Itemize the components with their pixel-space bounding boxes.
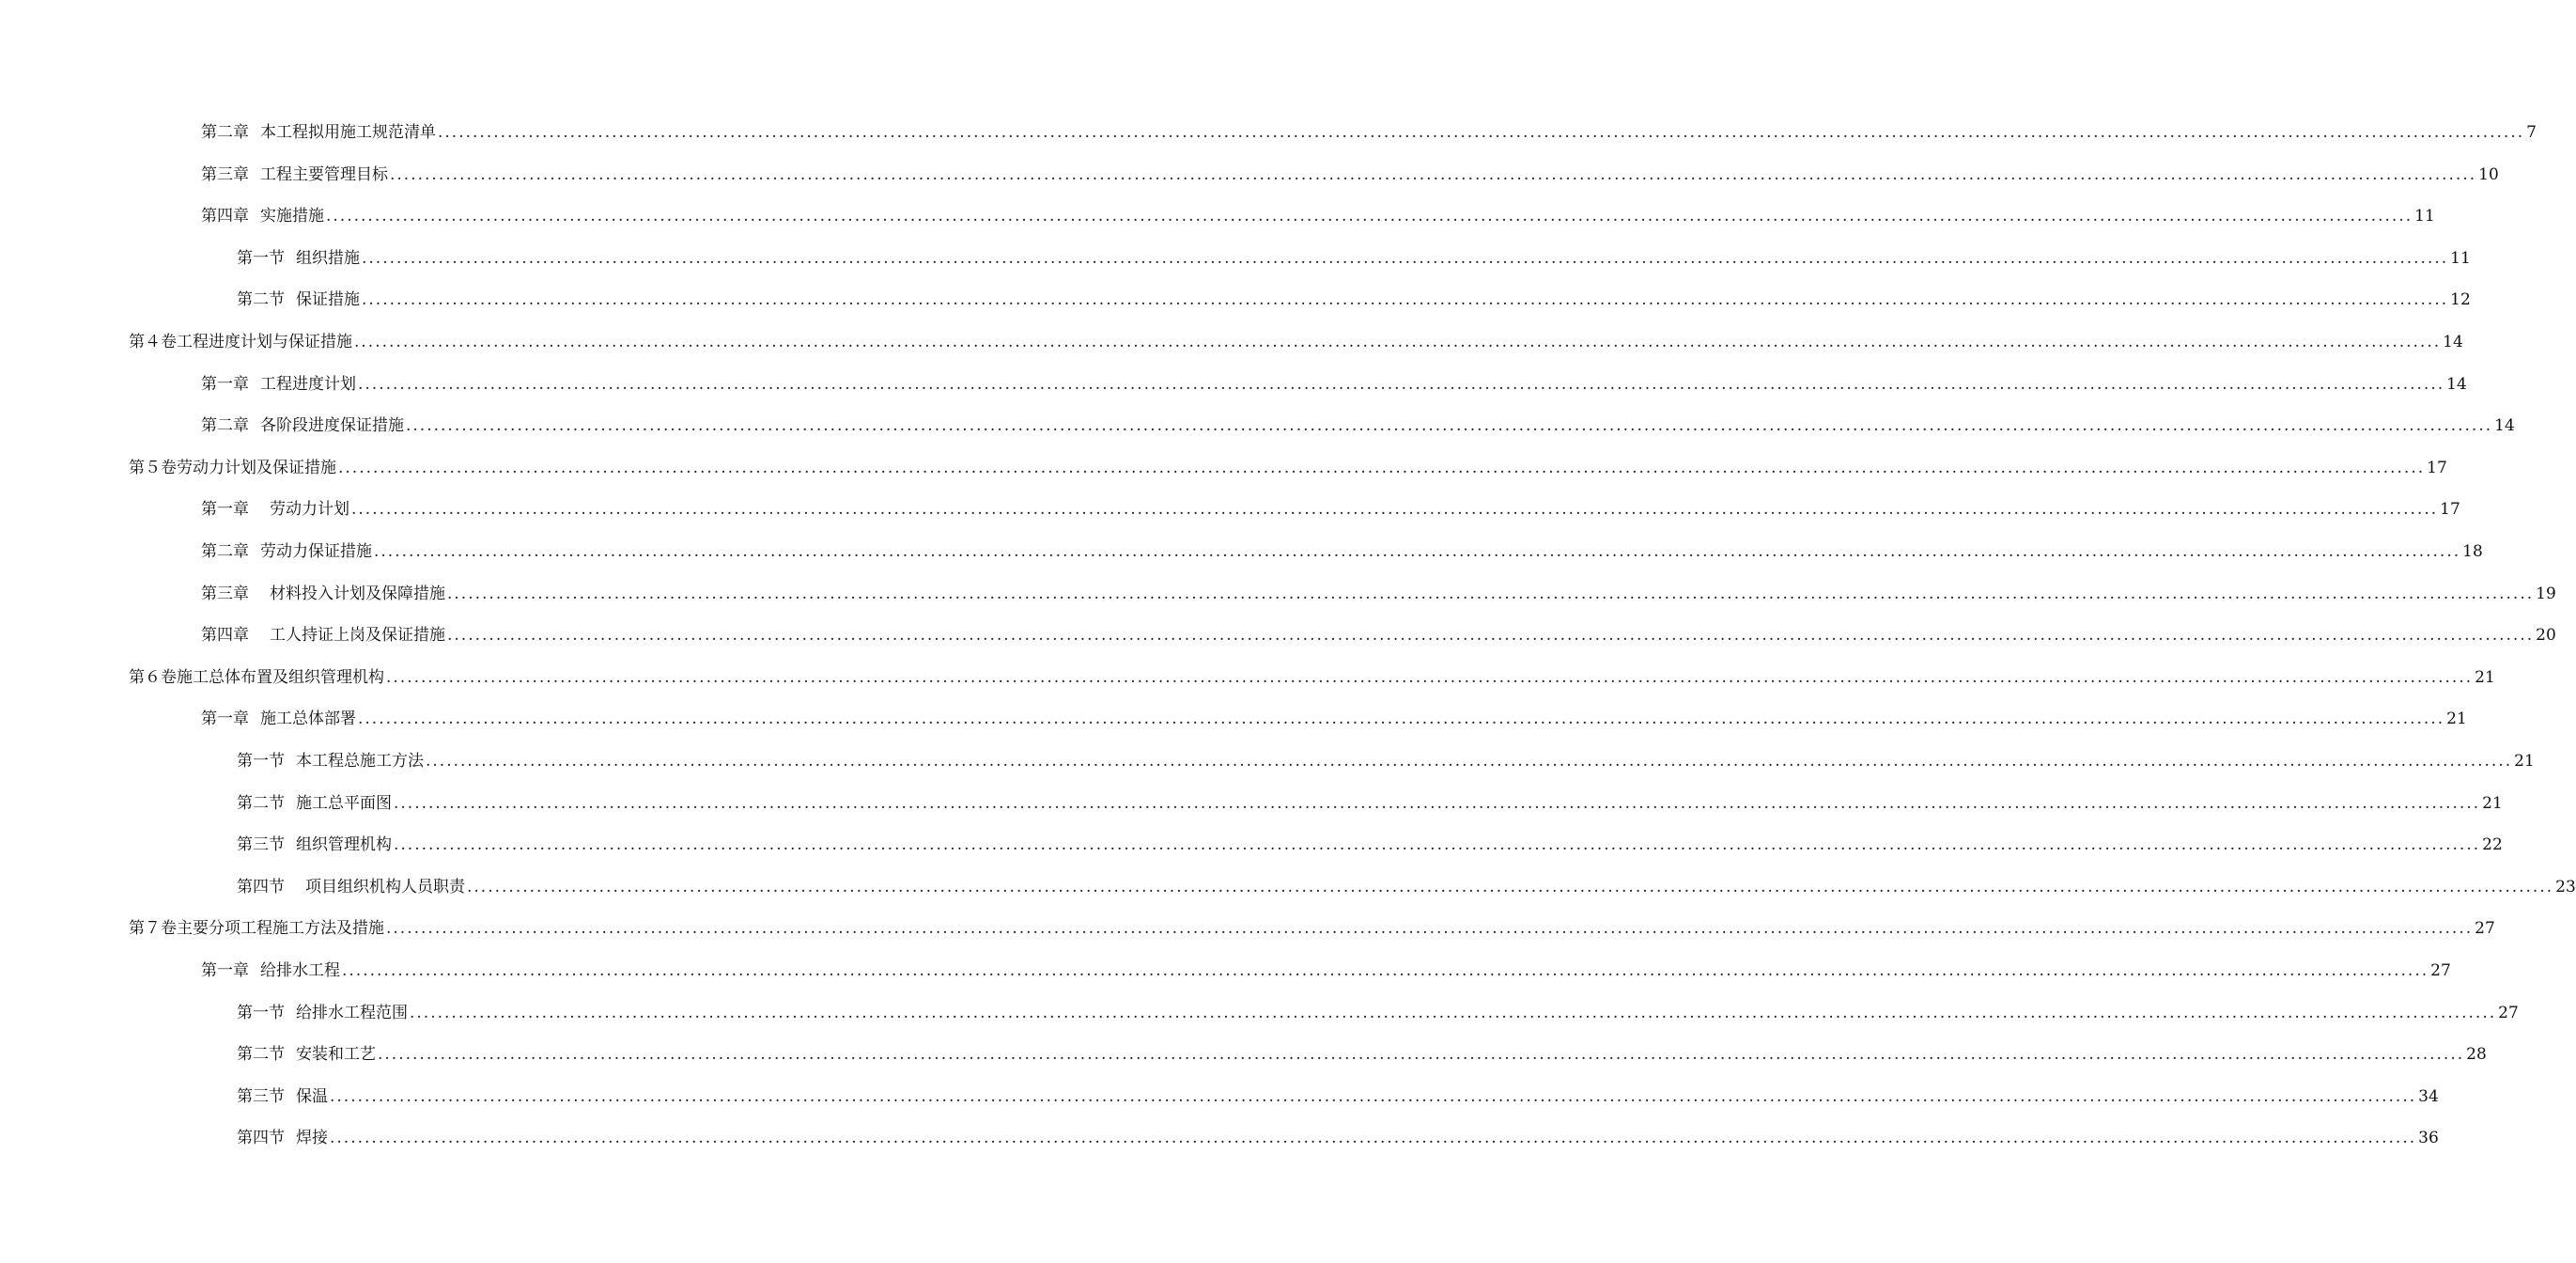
toc-dot-leader: ............................................................................................................................................................................................................................................................................................................ [330, 1087, 2417, 1106]
toc-entry[interactable] [201, 498, 2460, 521]
toc-entry[interactable] [237, 1085, 2439, 1108]
toc-entry-label: 第三章 [201, 165, 249, 184]
toc-entry-label: 第一章 [201, 961, 249, 980]
toc-entry-label: 第二章 [201, 123, 249, 142]
toc-entry-label: 第二章 [201, 542, 249, 561]
toc-page-number: 11 [2414, 207, 2435, 226]
toc-page-number: 21 [2446, 709, 2467, 728]
toc-page-number: 27 [2430, 961, 2451, 980]
toc-dot-leader: ............................................................................................................................................................................................................................................................................................................ [447, 585, 2535, 603]
toc-entry-title: 工程主要管理目标 [260, 165, 388, 184]
toc-entry-title: 劳动力保证措施 [260, 542, 372, 561]
toc-entry-title: 材料投入计划及保障措施 [270, 585, 445, 603]
toc-dot-leader: ............................................................................................................................................................................................................................................................................................................ [447, 626, 2535, 645]
toc-entry-label: 第四节 [237, 878, 285, 897]
toc-entry-label: 第一节 [237, 752, 285, 771]
toc-page-number: 14 [2443, 333, 2463, 351]
toc-entry-title: 项目组织机构人员职责 [305, 878, 465, 897]
toc-entry[interactable] [237, 1002, 2519, 1024]
toc-entry-title: 各阶段进度保证措施 [260, 416, 404, 435]
toc-entry-title: 本工程拟用施工规范清单 [260, 123, 436, 142]
toc-entry-label: 第一节 [237, 249, 285, 268]
toc-volume-label: 第６卷 [129, 668, 177, 687]
toc-entry[interactable] [237, 1043, 2487, 1066]
toc-entry[interactable] [237, 1127, 2439, 1149]
toc-page-number: 23 [2555, 878, 2576, 897]
toc-entry-title: 施工总平面图 [296, 794, 392, 813]
toc-entry-label: 第二节 [237, 290, 285, 309]
toc-entry[interactable] [201, 373, 2467, 396]
toc-dot-leader: ............................................................................................................................................................................................................................................................................................................ [390, 165, 2477, 184]
toc-dot-leader: ............................................................................................................................................................................................................................................................................................................ [362, 249, 2449, 268]
toc-entry-title: 保温 [296, 1087, 328, 1106]
toc-entry-title: 本工程总施工方法 [296, 752, 424, 771]
toc-page-number: 21 [2482, 794, 2503, 813]
toc-entry[interactable] [201, 583, 2556, 605]
toc-dot-leader: ............................................................................................................................................................................................................................................................................................................ [358, 709, 2445, 728]
toc-page-number: 14 [2446, 375, 2467, 394]
toc-entry[interactable] [237, 288, 2471, 311]
toc-page-number: 21 [2514, 752, 2535, 771]
toc-entry-label: 第二节 [237, 794, 285, 813]
toc-entry-title: 焊接 [296, 1129, 328, 1147]
toc-page-number: 7 [2526, 123, 2537, 142]
toc-dot-leader: ............................................................................................................................................................................................................................................................................................................ [362, 290, 2449, 309]
toc-entry-label: 第一节 [237, 1004, 285, 1022]
toc-page-number: 12 [2450, 290, 2471, 309]
toc-entry[interactable] [129, 917, 2495, 940]
toc-dot-leader: ............................................................................................................................................................................................................................................................................................................ [406, 416, 2493, 435]
toc-entry[interactable] [201, 121, 2537, 144]
toc-entry-title: 保证措施 [296, 290, 360, 309]
toc-page-number: 27 [2475, 919, 2495, 938]
toc-page-number: 20 [2536, 626, 2556, 645]
toc-dot-leader: ............................................................................................................................................................................................................................................................................................................ [354, 333, 2442, 351]
toc-entry-label: 第三节 [237, 1087, 285, 1106]
toc-entry[interactable] [237, 834, 2503, 856]
toc-entry[interactable] [201, 708, 2467, 730]
toc-entry[interactable] [129, 331, 2463, 353]
toc-page-number: 34 [2418, 1087, 2439, 1106]
toc-entry-title: 施工总体布置及组织管理机构 [177, 668, 384, 687]
toc-entry[interactable] [237, 750, 2535, 772]
toc-volume-label: 第４卷 [129, 333, 177, 351]
toc-entry-title: 工人持证上岗及保证措施 [270, 626, 445, 645]
toc-page-number: 22 [2482, 835, 2503, 854]
toc-dot-leader: ............................................................................................................................................................................................................................................................................................................ [342, 961, 2429, 980]
toc-entry-label: 第四节 [237, 1129, 285, 1147]
toc-entry[interactable] [201, 414, 2515, 437]
toc-entry[interactable] [129, 666, 2495, 689]
toc-entry-title: 给排水工程范围 [296, 1004, 408, 1022]
toc-entry-title: 组织管理机构 [296, 835, 392, 854]
toc-entry-title: 主要分项工程施工方法及措施 [177, 919, 384, 938]
toc-page-number: 11 [2450, 249, 2471, 268]
toc-dot-leader: ............................................................................................................................................................................................................................................................................................................ [426, 752, 2513, 771]
toc-entry-label: 第二章 [201, 416, 249, 435]
toc-entry-label: 第一章 [201, 500, 249, 519]
toc-dot-leader: ............................................................................................................................................................................................................................................................................................................ [358, 375, 2445, 394]
toc-dot-leader: ............................................................................................................................................................................................................................................................................................................ [338, 459, 2426, 477]
toc-dot-leader: ............................................................................................................................................................................................................................................................................................................ [330, 1129, 2417, 1147]
toc-entry-label: 第一章 [201, 375, 249, 394]
toc-entry[interactable] [237, 792, 2503, 815]
toc-page-number: 17 [2427, 459, 2447, 477]
toc-entry[interactable] [201, 164, 2499, 186]
toc-entry[interactable] [237, 247, 2471, 270]
toc-entry-label: 第二节 [237, 1045, 285, 1064]
toc-page-number: 17 [2440, 500, 2460, 519]
toc-page-number: 14 [2494, 416, 2515, 435]
toc-entry[interactable] [201, 540, 2483, 563]
toc-entry[interactable] [237, 876, 2576, 898]
toc-dot-leader: ............................................................................................................................................................................................................................................................................................................ [374, 542, 2461, 561]
toc-page-number: 10 [2478, 165, 2499, 184]
toc-page-number: 27 [2498, 1004, 2519, 1022]
toc-entry-title: 给排水工程 [260, 961, 340, 980]
toc-dot-leader: ............................................................................................................................................................................................................................................................................................................ [410, 1004, 2497, 1022]
toc-dot-leader: ............................................................................................................................................................................................................................................................................................................ [394, 835, 2481, 854]
toc-page-number: 18 [2462, 542, 2483, 561]
toc-dot-leader: ............................................................................................................................................................................................................................................................................................................ [326, 207, 2413, 226]
toc-entry-title: 劳动力计划及保证措施 [177, 459, 336, 477]
toc-page-number: 36 [2418, 1129, 2439, 1147]
toc-dot-leader: ............................................................................................................................................................................................................................................................................................................ [438, 123, 2525, 142]
toc-entry-label: 第四章 [201, 626, 249, 645]
toc-entry-label: 第四章 [201, 207, 249, 226]
toc-entry-title: 安装和工艺 [296, 1045, 376, 1064]
toc-dot-leader: ............................................................................................................................................................................................................................................................................................................ [386, 919, 2474, 938]
toc-entry[interactable] [201, 959, 2451, 982]
toc-entry-label: 第三节 [237, 835, 285, 854]
toc-entry-label: 第三章 [201, 585, 249, 603]
toc-entry-label: 第一章 [201, 709, 249, 728]
toc-dot-leader: ............................................................................................................................................................................................................................................................................................................ [467, 878, 2554, 897]
toc-entry-title: 工程进度计划与保证措施 [177, 333, 352, 351]
toc-volume-label: 第５卷 [129, 459, 177, 477]
toc-entry[interactable] [201, 624, 2556, 647]
toc-dot-leader: ............................................................................................................................................................................................................................................................................................................ [386, 668, 2474, 687]
toc-entry[interactable] [129, 457, 2447, 479]
toc-entry-title: 劳动力计划 [270, 500, 349, 519]
toc-dot-leader: ............................................................................................................................................................................................................................................................................................................ [351, 500, 2439, 519]
toc-entry[interactable] [201, 205, 2435, 227]
toc-page-number: 19 [2536, 585, 2556, 603]
toc-dot-leader: ............................................................................................................................................................................................................................................................................................................ [394, 794, 2481, 813]
toc-entry-title: 组织措施 [296, 249, 360, 268]
toc-entry-title: 工程进度计划 [260, 375, 356, 394]
toc-page-number: 28 [2466, 1045, 2487, 1064]
toc-volume-label: 第７卷 [129, 919, 177, 938]
toc-entry-title: 施工总体部署 [260, 709, 356, 728]
toc-page-number: 21 [2475, 668, 2495, 687]
toc-dot-leader: ............................................................................................................................................................................................................................................................................................................ [378, 1045, 2465, 1064]
toc-entry-title: 实施措施 [260, 207, 324, 226]
